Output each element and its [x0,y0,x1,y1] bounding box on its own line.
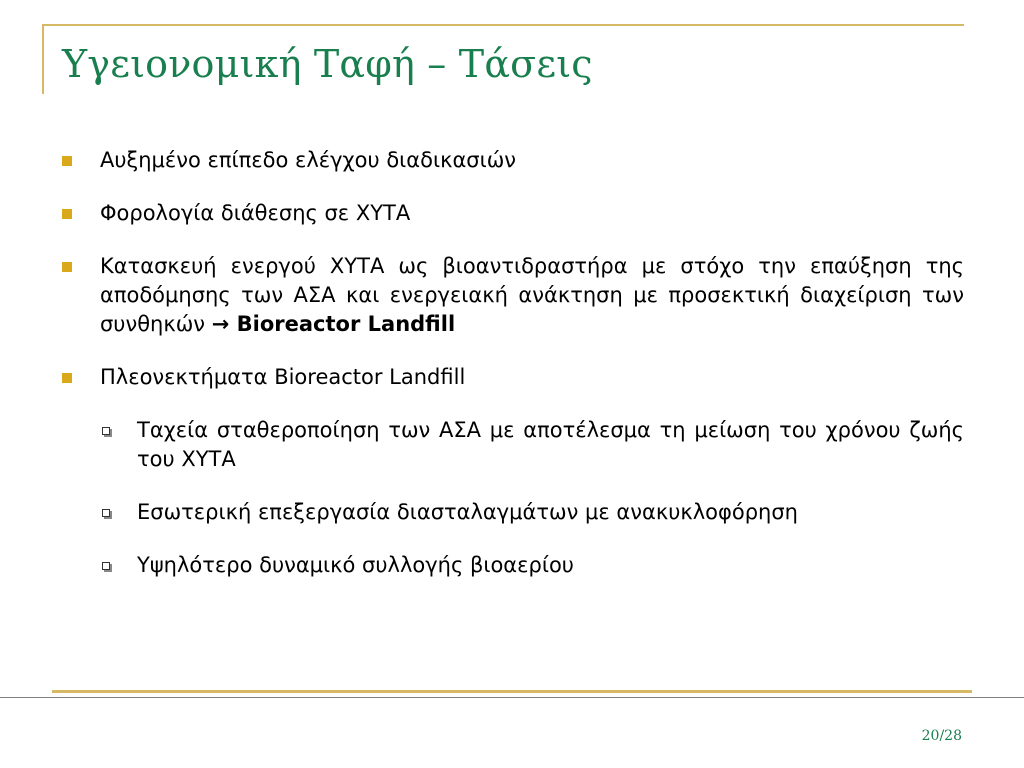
subbullet-item [62,551,964,580]
bullet-text: Πλεονεκτήματα Bioreactor Landfill [100,365,466,389]
footer-gray-line [0,697,1024,698]
square-bullet-icon [62,209,72,219]
page-number: 20/28 [921,728,962,744]
hollow-square-bullet-icon [102,427,110,435]
subbullet-item [62,416,964,474]
right-arrow-icon: → [211,312,237,336]
hollow-square-bullet-icon [102,562,110,570]
square-bullet-icon [62,262,72,272]
frame-left-line [42,24,44,94]
hollow-square-bullet-icon [102,509,110,517]
bullet-text: Κατασκευή ενεργού ΧΥΤΑ ως βιοαντιδραστήρα με στόχο την επαύξηση της αποδόμησης των ΑΣΑ και ενεργειακή ανάκτηση με προσεκτική διαχείριση των συνθηκών [100,254,964,336]
frame-top-line [42,24,964,26]
slide-content [62,146,964,604]
subbullet-text: Υψηλότερο δυναμικό συλλογής βιοαερίου [137,553,574,577]
bullet-item [62,363,964,392]
square-bullet-icon [62,156,72,166]
subbullet-text: Ταχεία σταθεροποίηση των ΑΣΑ με αποτέλεσμα τη μείωση του χρόνου ζωής του ΧΥΤΑ [137,418,964,471]
bullet-item [62,199,964,228]
subbullet-text: Εσωτερική επεξεργασία διασταλαγμάτων με ανακυκλοφόρηση [137,500,798,524]
subbullet-item [62,498,964,527]
bullet-emphasis: Bioreactor Landfill [236,312,456,336]
square-bullet-icon [62,373,72,383]
footer-gold-line [52,690,972,693]
bullet-item [62,252,964,339]
bullet-item [62,146,964,175]
bullet-text: Αυξημένο επίπεδο ελέγχου διαδικασιών [100,148,517,172]
bullet-text: Φορολογία διάθεσης σε ΧΥΤΑ [100,201,411,225]
slide-title: Υγειονομική Ταφή – Τάσεις [62,42,593,86]
